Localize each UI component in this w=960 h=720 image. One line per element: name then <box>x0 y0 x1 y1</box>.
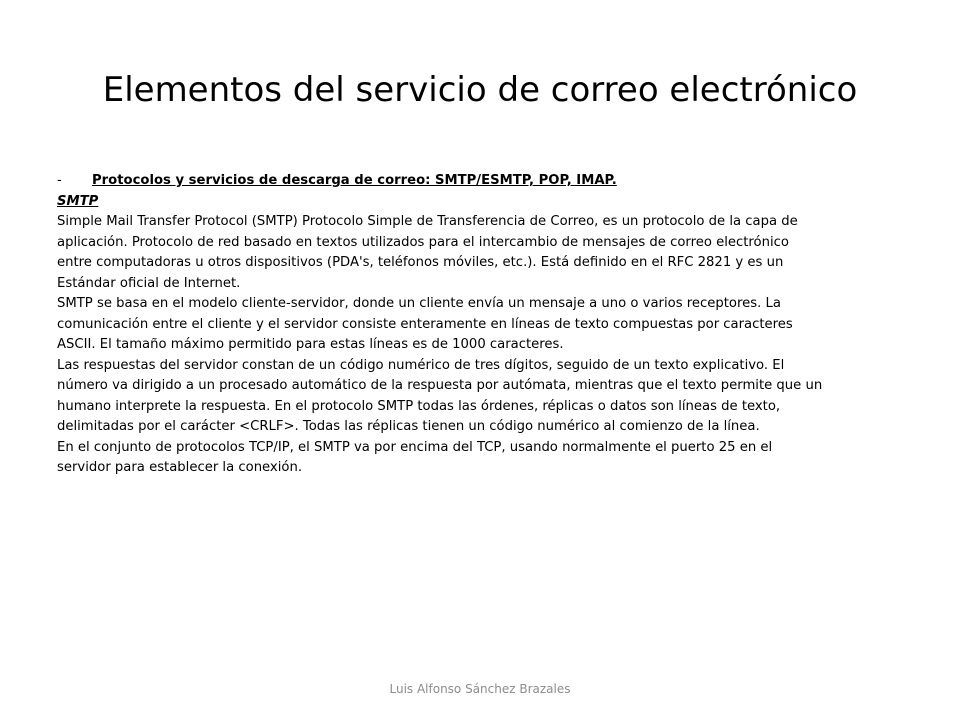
body-line: Simple Mail Transfer Protocol (SMTP) Protocolo Simple de Transferencia de Correo, es un protocolo de la capa de <box>57 214 798 229</box>
body-line: servidor para establecer la conexión. <box>57 460 303 475</box>
smtp-subheading: SMTP <box>57 193 99 209</box>
body-line: humano interprete la respuesta. En el protocolo SMTP todas las órdenes, réplicas o datos son líneas de texto, <box>57 398 781 414</box>
bullet-marker: - <box>57 173 62 188</box>
body-line: número va dirigido a un procesado automático de la respuesta por autómata, mientras que el texto permite que un <box>57 378 823 393</box>
body-line: Estándar oficial de Internet. <box>57 275 241 291</box>
slide-footer: Luis Alfonso Sánchez Brazales <box>389 682 571 696</box>
body-line: SMTP se basa en el modelo cliente-servidor, donde un cliente envía un mensaje a uno o varios receptores. La <box>57 296 781 311</box>
slide-content <box>57 171 887 479</box>
bullet-text: Protocolos y servicios de descarga de correo: SMTP/ESMTP, POP, IMAP. <box>92 173 617 188</box>
body-line: aplicación. Protocolo de red basado en textos utilizados para el intercambio de mensajes de correo electrónico <box>57 234 789 250</box>
body-line: En el conjunto de protocolos TCP/IP, el SMTP va por encima del TCP, usando normalmente el puerto 25 en el <box>57 439 773 455</box>
body-line: delimitadas por el carácter <CRLF>. Todas las réplicas tienen un código numérico al comienzo de la línea. <box>57 419 760 434</box>
bullet-item <box>57 171 887 192</box>
body-line: comunicación entre el cliente y el servidor consiste enteramente en líneas de texto compuestas por caracteres <box>57 316 793 332</box>
body-line: entre computadoras u otros dispositivos (PDA's, teléfonos móviles, etc.). Está definido en el RFC 2821 y es un <box>57 255 784 270</box>
body-line: ASCII. El tamaño máximo permitido para estas líneas es de 1000 caracteres. <box>57 337 564 352</box>
slide-title: Elementos del servicio de correo electrónico <box>102 70 858 110</box>
body-line: Las respuestas del servidor constan de un código numérico de tres dígitos, seguido de un texto explicativo. El <box>57 357 785 373</box>
